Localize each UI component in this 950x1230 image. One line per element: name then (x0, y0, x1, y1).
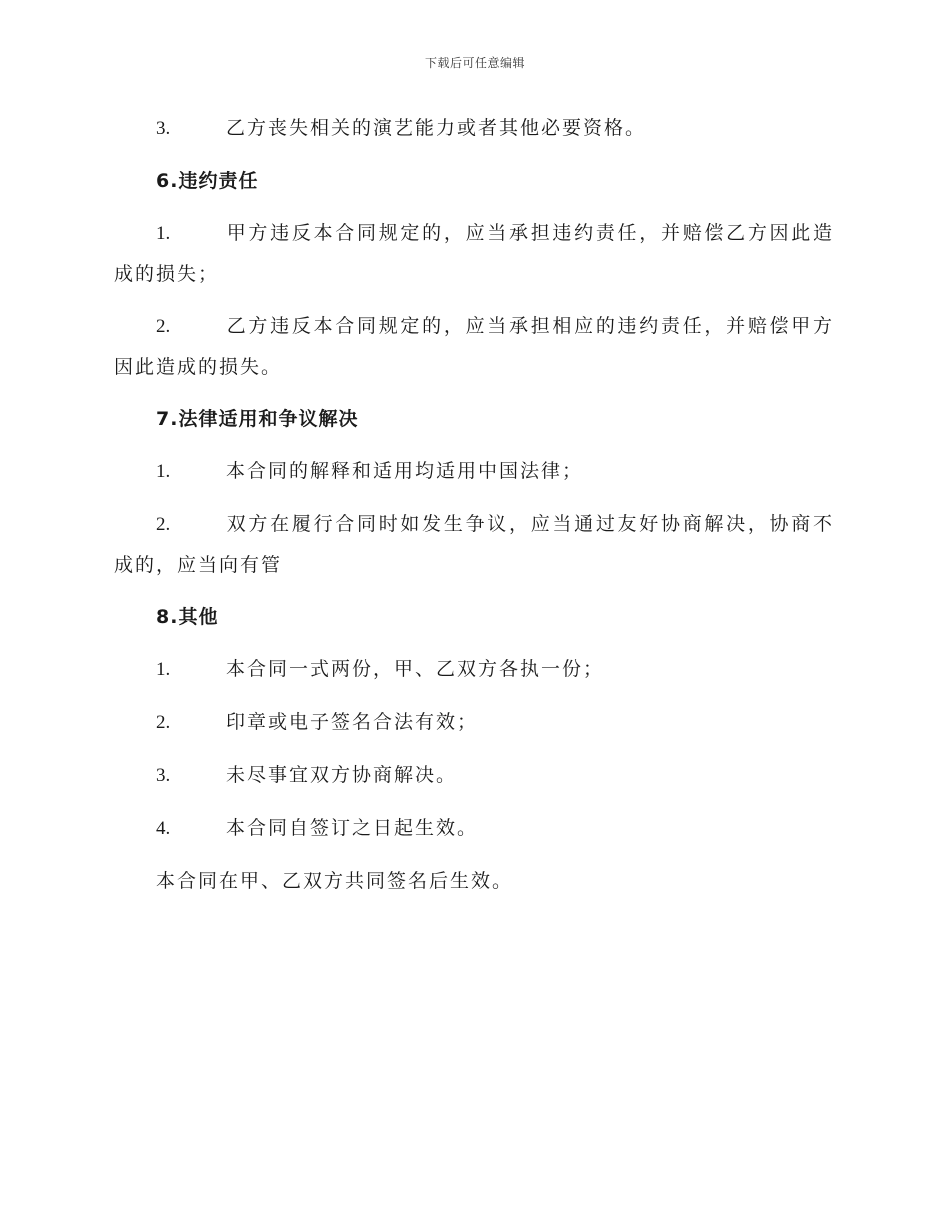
list-item (114, 755, 834, 796)
item-number: 4. (156, 818, 171, 839)
item-text: 乙方丧失相关的演艺能力或者其他必要资格。 (226, 117, 647, 139)
item-number: 1. (156, 461, 171, 482)
page-header: 下载后可任意编辑 (424, 56, 525, 70)
closing-statement: 本合同在甲、乙双方共同签名后生效。 (156, 870, 514, 892)
item-text: 本合同一式两份，甲、乙双方各执一份； (226, 658, 605, 680)
item-number: 3. (156, 765, 171, 786)
section-heading-breach: 6.违约责任 (156, 170, 259, 192)
item-text: 印章或电子签名合法有效； (226, 711, 479, 733)
item-text: 本合同的解释和适用均适用中国法律； (226, 460, 584, 482)
item-text: 未尽事宜双方协商解决。 (226, 764, 458, 786)
list-item (114, 702, 834, 743)
item-number: 1. (156, 659, 171, 680)
section-heading-other: 8.其他 (156, 606, 219, 628)
item-number: 2. (156, 316, 171, 337)
item-number: 2. (156, 514, 171, 535)
list-item (114, 306, 834, 387)
item-text: 甲方违反本合同规定的，应当承担违约责任，并赔偿乙方因此造成的损失； (114, 222, 834, 285)
list-item (114, 649, 834, 690)
item-text: 双方在履行合同时如发生争议，应当通过友好协商解决，协商不成的，应当向有管 (114, 513, 834, 576)
list-item (114, 213, 834, 294)
item-number: 1. (156, 223, 171, 244)
section-heading-law: 7.法律适用和争议解决 (156, 408, 359, 430)
list-item (114, 108, 834, 149)
item-text: 乙方违反本合同规定的，应当承担相应的违约责任，并赔偿甲方因此造成的损失。 (114, 315, 834, 378)
item-text: 本合同自签订之日起生效。 (226, 817, 479, 839)
item-number: 3. (156, 118, 171, 139)
list-item (114, 808, 834, 849)
item-number: 2. (156, 712, 171, 733)
document-body (114, 108, 834, 901)
list-item (114, 504, 834, 585)
list-item (114, 451, 834, 492)
